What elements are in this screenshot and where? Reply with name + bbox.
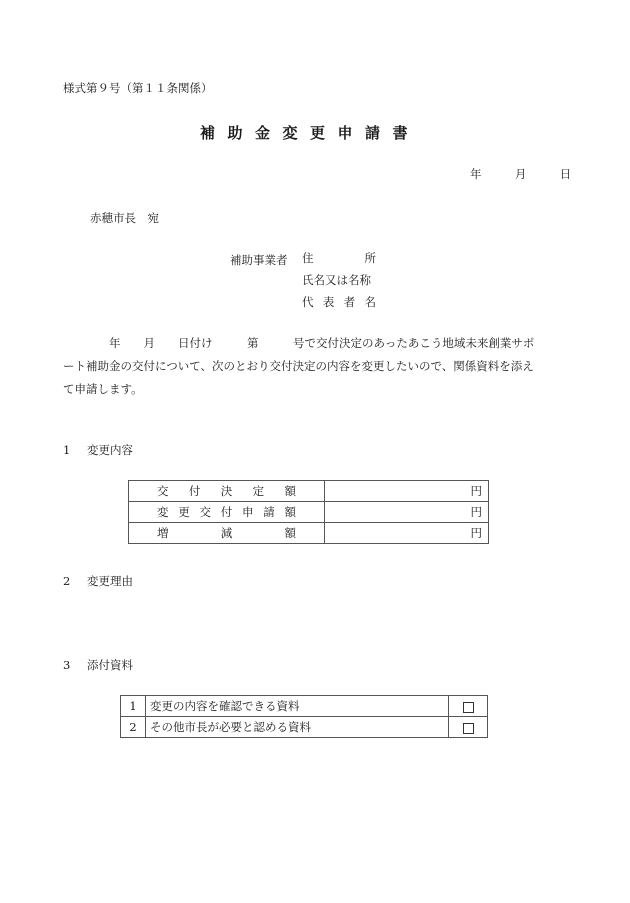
table-row [129, 481, 489, 502]
row-label [129, 481, 325, 502]
label-char: 付 [188, 484, 201, 498]
checkbox-icon[interactable] [463, 723, 474, 734]
label-char: 額 [284, 526, 296, 540]
document-title: 補助金変更申請書 [200, 124, 421, 142]
table-row [121, 696, 488, 717]
section-change-content [63, 442, 133, 458]
form-number: 様式第９号（第１１条関係） [63, 81, 213, 95]
checkbox-cell[interactable] [449, 696, 488, 717]
label-char: 額 [284, 505, 296, 519]
label-char: 交 [157, 484, 169, 498]
day-label: 日 [559, 167, 572, 181]
label-part: 氏名又は名称 [302, 273, 371, 287]
row-label [129, 502, 325, 523]
table-row [121, 717, 488, 738]
section-title: 変更内容 [87, 443, 133, 457]
section-number: 1 [63, 443, 71, 457]
section-attachments [63, 657, 133, 673]
month-label: 月 [514, 167, 527, 181]
checkbox-cell[interactable] [449, 717, 488, 738]
body-line: て申請します。 [63, 382, 143, 396]
year-label: 年 [470, 167, 482, 181]
label-part: 表 [322, 295, 335, 309]
label-part: 代 [302, 295, 314, 309]
label-char: 定 [252, 484, 265, 498]
table-row [129, 502, 489, 523]
change-amount-table [128, 480, 489, 544]
section-number: 2 [63, 574, 71, 588]
attachment-description: 変更の内容を確認できる資料 [146, 696, 449, 717]
yen-unit: 円 [470, 526, 482, 540]
applicant-label: 補助事業者 [230, 253, 288, 267]
row-number: 2 [121, 717, 146, 738]
label-char: 減 [220, 526, 233, 540]
label-char: 申 [242, 505, 254, 519]
representative-field-label [302, 296, 376, 318]
amount-cell[interactable] [325, 523, 489, 544]
amount-cell[interactable] [325, 481, 489, 502]
address-field-label [302, 252, 376, 274]
section-title: 添付資料 [87, 658, 133, 672]
label-char: 額 [284, 484, 296, 498]
label-char: 交 [199, 505, 211, 519]
attachments-table [120, 695, 488, 738]
row-label [129, 523, 325, 544]
label-char: 増 [157, 526, 169, 540]
attachment-description: その他市長が必要と認める資料 [146, 717, 449, 738]
label-char: 変 [157, 505, 169, 519]
body-line: ート補助金の交付について、次のとおり交付決定の内容を変更したいので、関係資料を添え [63, 359, 534, 373]
section-title: 変更理由 [87, 574, 133, 588]
row-number: 1 [121, 696, 146, 717]
date-line [470, 166, 571, 182]
label-char: 更 [178, 505, 190, 519]
amount-cell[interactable] [325, 502, 489, 523]
section-number: 3 [63, 658, 71, 672]
name-field-label [302, 274, 376, 296]
label-part: 所 [364, 251, 376, 265]
label-part: 住 [302, 251, 314, 265]
section-change-reason [63, 573, 133, 589]
label-char: 請 [263, 505, 275, 519]
addressee: 赤穂市長 宛 [90, 211, 159, 225]
yen-unit: 円 [470, 505, 482, 519]
checkbox-icon[interactable] [463, 702, 474, 713]
label-part: 名 [364, 295, 376, 309]
label-char: 付 [220, 505, 233, 519]
yen-unit: 円 [470, 484, 482, 498]
label-char: 決 [220, 484, 233, 498]
label-part: 者 [343, 295, 356, 309]
body-paragraph [63, 332, 573, 401]
table-row [129, 523, 489, 544]
body-line: 年 月 日付け 第 号で交付決定のあったあこう地域未来創業サポ [63, 336, 535, 350]
